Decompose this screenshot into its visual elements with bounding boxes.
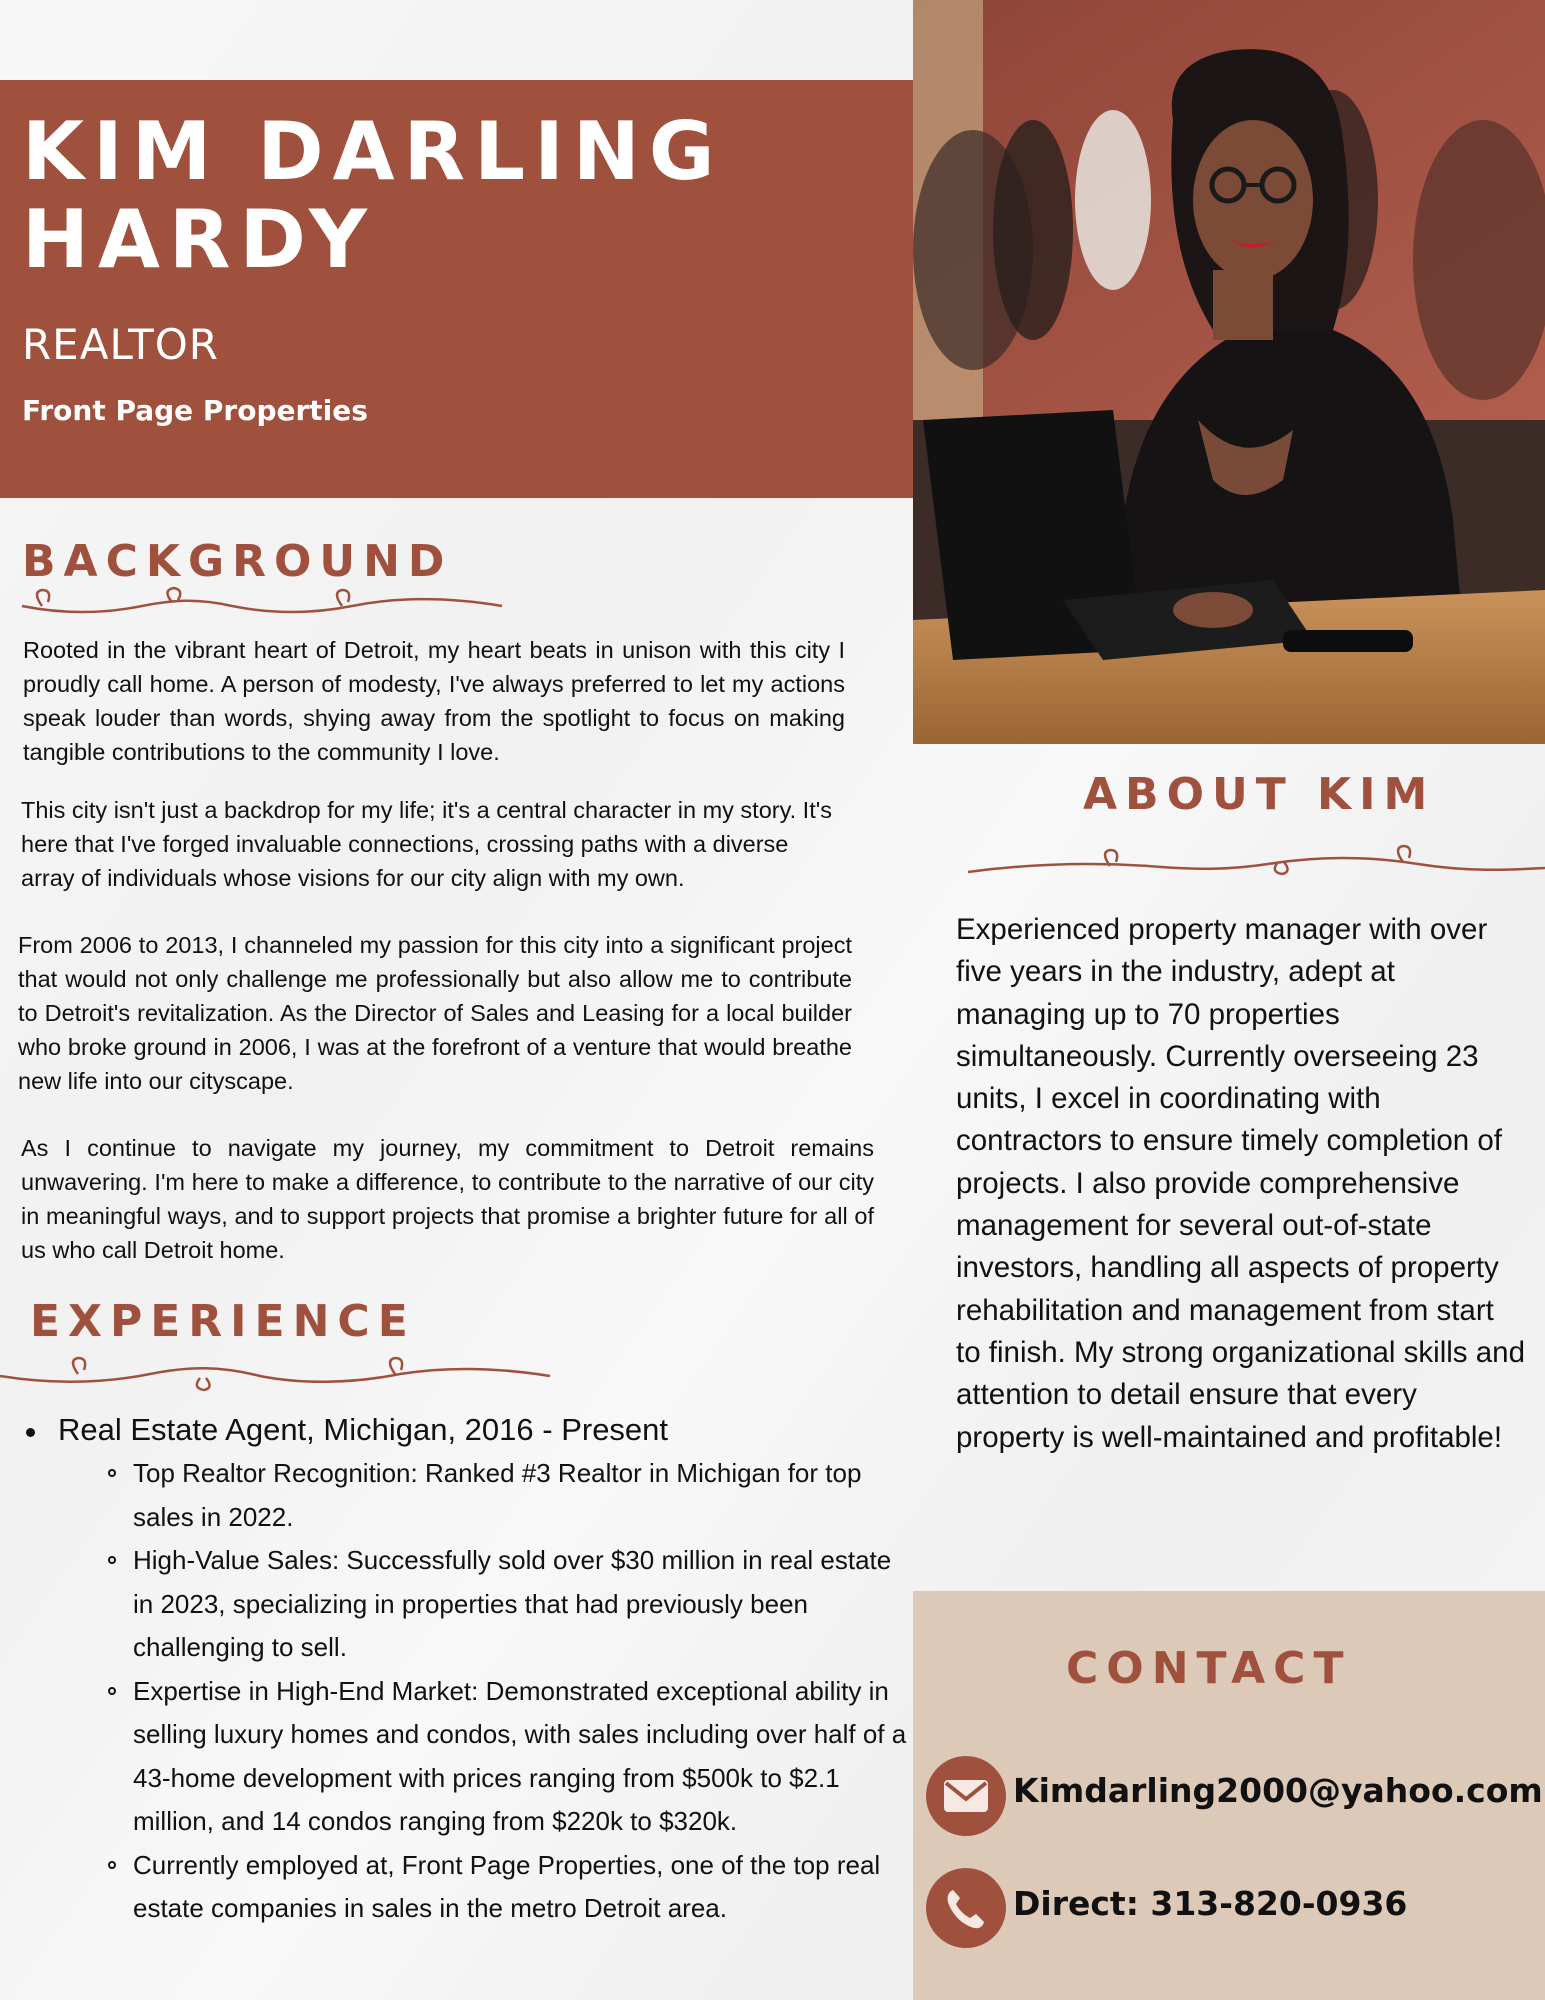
background-paragraph-4: As I continue to navigate my journey, my commitment to Detroit remains unwavering. I'm here to make a difference, to contribute to the narrative of our city in meaningful ways, and to support projects that promise a brighter future for all of us who call Detroit home.: [21, 1135, 874, 1263]
phone-icon: [926, 1868, 1006, 1948]
company-name: Front Page Properties: [22, 394, 368, 427]
background-paragraph-1: Rooted in the vibrant heart of Detroit, my heart beats in unison with this city I proudly call home. A person of modesty, I've always preferred to let my actions speak louder than words, shying away from the spotlight to focus on making tangible contributions to the community I love.: [23, 637, 845, 765]
experience-divider: [0, 1354, 550, 1390]
contact-email[interactable]: Kimdarling2000@yahoo.com: [1013, 1771, 1543, 1810]
about-heading: ABOUT KIM: [1083, 769, 1436, 820]
job-title: REALTOR: [22, 320, 219, 369]
about-text: Experienced property manager with over five years in the industry, adept at managing up to 70 properties simultaneously. Currently overseeing 23 units, I excel in coordinating with contractors to ensure timely completion of projects. I also provide comprehensive management for several out-of-state investors, handling all aspects of property rehabilitation and management from start to finish. My strong organizational skills and attention to detail ensure that every property is well-maintained and profitable!: [956, 913, 1525, 1454]
background-divider: [22, 584, 502, 620]
experience-list: [22, 1408, 907, 1931]
experience-bullets: [58, 1452, 907, 1931]
background-paragraph-2: This city isn't just a backdrop for my life; it's a central character in my story. It's here that I've forged invaluable connections, crossing paths with a diverse array of individuals whose visions for our city align with my own.: [21, 797, 832, 891]
experience-bullet: Expertise in High-End Market: Demonstrated exceptional ability in selling luxury homes and condos, with sales including over half of a 43-home development with prices ranging from $500k to $2.1 million, and 14 condos ranging from $220k to $320k.: [133, 1670, 923, 1844]
name-line-2: HARDY: [22, 193, 376, 286]
experience-bullet: Top Realtor Recognition: Ranked #3 Realtor in Michigan for top sales in 2022.: [133, 1452, 903, 1539]
experience-heading: EXPERIENCE: [30, 1296, 416, 1347]
about-divider: [968, 840, 1545, 876]
background-paragraph-3: From 2006 to 2013, I channeled my passion for this city into a significant project that would not only challenge me professionally but also allow me to contribute to Detroit's revitalization. As the Director of Sales and Leasing for a local builder who broke ground in 2006, I was at the forefront of a venture that would breathe new life into our cityscape.: [18, 932, 852, 1094]
experience-bullet: Currently employed at, Front Page Properties, one of the top real estate companies in sales in the metro Detroit area.: [133, 1844, 903, 1931]
background-heading: BACKGROUND: [22, 536, 453, 587]
experience-bullet: High-Value Sales: Successfully sold over $30 million in real estate in 2023, specializing in properties that had previously been challenging to sell.: [133, 1539, 903, 1670]
experience-role: [22, 1408, 907, 1931]
portrait-photo: [913, 0, 1545, 744]
envelope-icon: [926, 1756, 1006, 1836]
experience-role-text: Real Estate Agent, Michigan, 2016 - Present: [58, 1412, 669, 1447]
contact-heading: CONTACT: [1066, 1643, 1352, 1694]
contact-phone[interactable]: Direct: 313-820-0936: [1013, 1884, 1408, 1923]
name-line-1: KIM DARLING: [22, 105, 724, 198]
